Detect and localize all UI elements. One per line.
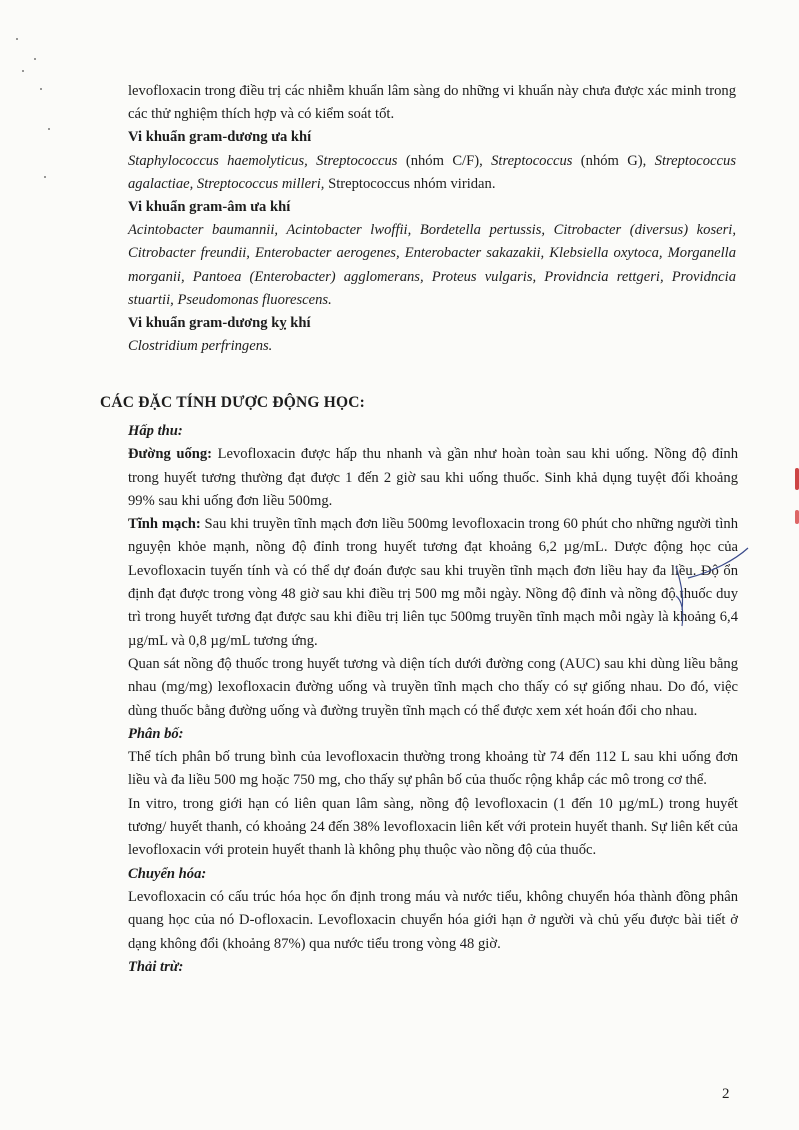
species-italic: Staphylococcus haemolyticus, Streptococcus bbox=[128, 152, 398, 169]
species-plain: Streptococcus nhóm viridan. bbox=[324, 175, 496, 192]
subsection-title: Hấp thu: bbox=[128, 423, 183, 439]
intro-paragraph: levofloxacin trong điều trị các nhiễm khuẩn lâm sàng do những vi khuẩn này chưa được xác minh trong các thử nghiệm thích hợp và có kiểm soát tốt. bbox=[128, 83, 736, 123]
species-italic: Streptococcus bbox=[491, 152, 573, 169]
subsection-title: Thải trừ: bbox=[128, 958, 184, 975]
auc-paragraph: Quan sát nồng độ thuốc trong huyết tương và diện tích dưới đường cong (AUC) sau khi dùng liều bằng nhau (mg/mg) lexofloxacin đường uống và truyền tĩnh mạch cho thấy có sự giống nhau. Do đó, việc dùng thuốc bằng đường uống và đường truyền tĩnh mạch có thể được xem xét hoán đổi cho nhau. bbox=[128, 655, 738, 719]
oral-label: Đường uống: bbox=[128, 446, 213, 463]
iv-text: Sau khi truyền tĩnh mạch đơn liều 500mg levofloxacin trong 60 phút cho những người tình nguyện khỏe mạnh, nồng độ đỉnh trong huyết tương đạt khoảng 6,2 µg/mL. Dược động học của Levofloxacin tuyến tính và có thể dự đoán được sau khi truyền tĩnh mạch đơn liều hay đa liều. Độ ổn định đạt được trong vòng 48 giờ sau khi điều trị 500 mg mỗi ngày. Nồng độ đỉnh và nồng độ thuốc duy trì trong huyết tương đạt được sau khi điều trị liên tục 500mg truyền tĩnh mạch mỗi ngày là khoảng 6,4 µg/mL và 0,8 µg/mL tương ứng. bbox=[128, 516, 739, 649]
section-title: CÁC ĐẶC TÍNH DƯỢC ĐỘNG HỌC: bbox=[100, 394, 366, 411]
subsection-title: Phân bố: bbox=[128, 725, 184, 742]
species-plain: (nhóm C/F), bbox=[397, 152, 492, 169]
iv-label: Tĩnh mạch: bbox=[128, 516, 201, 533]
group-heading: Vi khuẩn gram-dương ưa khí bbox=[128, 129, 312, 146]
page-number: 2 bbox=[722, 1086, 730, 1102]
group-heading: Vi khuẩn gram-âm ưa khí bbox=[128, 199, 291, 216]
group-text: Acintobacter baumannii, Acintobacter lwoffii, Bordetella pertussis, Citrobacter (diversus) koseri, Citrobacter freundii, Enterobacter aerogenes, Enterobacter sakazakii, Klebsiella oxytoca, Morganella morganii, Pantoea (Enterobacter) agglomerans, Proteus vulgaris, Providncia rettgeri, Providncia stuartii, Pseudomonas fluorescens. bbox=[128, 222, 736, 308]
distribution-paragraph: In vitro, trong giới hạn có liên quan lâm sàng, nồng độ levofloxacin (1 đến 10 µg/mL) trong huyết tương/ huyết thanh, có khoảng 24 đến 38% levofloxacin liên kết với protein huyết thanh. Sự liên kết của levofloxacin với protein huyết thanh là không phụ thuộc vào nồng độ của thuốc. bbox=[128, 795, 738, 859]
group-heading: Vi khuẩn gram-dương kỵ khí bbox=[128, 315, 311, 332]
species-plain: (nhóm G), bbox=[572, 152, 655, 169]
species-italic: Streptococcus agalactiae, Streptococcus milleri, bbox=[128, 152, 736, 192]
subsection-title: Chuyển hóa: bbox=[128, 865, 207, 882]
distribution-paragraph: Thể tích phân bố trung bình của levofloxacin thường trong khoảng từ 74 đến 112 L sau khi uống đơn liều và đa liều 500 mg hoặc 750 mg, cho thấy sự phân bố của thuốc rộng khắp các mô trong cơ thể. bbox=[128, 749, 738, 789]
metabolism-paragraph: Levofloxacin có cấu trúc hóa học ổn định trong máu và nước tiểu, không chuyển hóa thành đồng phân quang học của nó D-ofloxacin. Levofloxacin chuyển hóa giới hạn ở người và chủ yếu được bài tiết ở dạng không đổi (khoảng 87%) qua nước tiểu trong vòng 48 giờ. bbox=[128, 888, 738, 952]
group-text: Clostridium perfringens. bbox=[128, 338, 273, 355]
oral-text: Levofloxacin được hấp thu nhanh và gần như hoàn toàn sau khi uống. Nồng độ đỉnh trong huyết tương thường đạt được 1 đến 2 giờ sau khi uống thuốc. Sinh khả dụng tuyệt đối khoảng 99% sau khi uống đơn liều 500mg. bbox=[128, 446, 738, 509]
